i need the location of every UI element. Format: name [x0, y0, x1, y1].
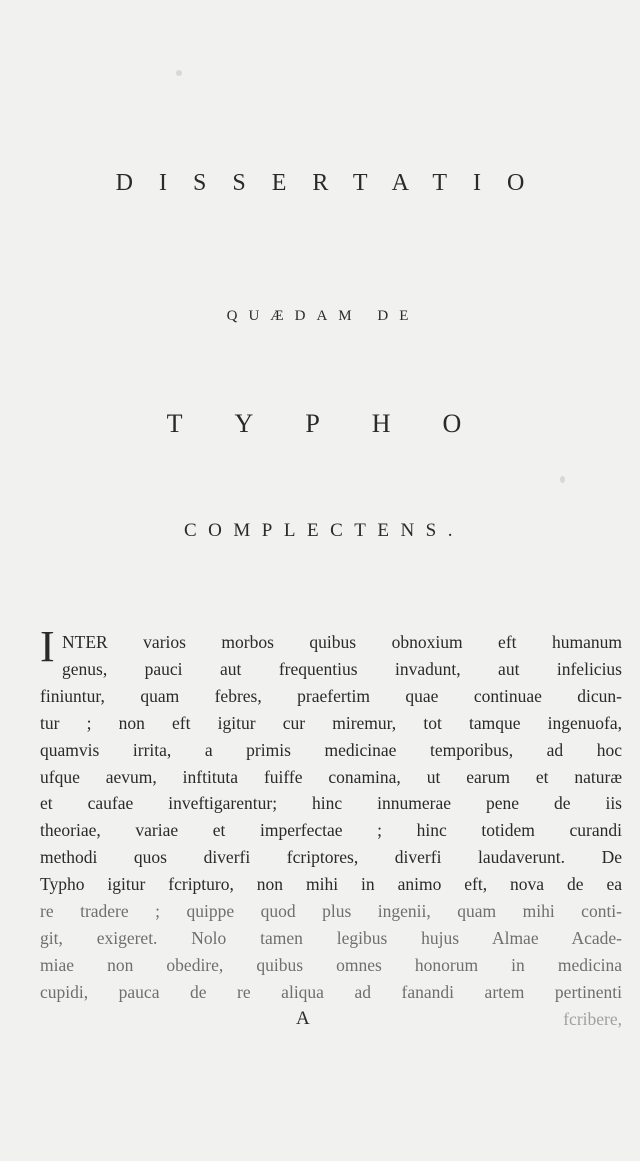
body-paragraph	[40, 622, 622, 1033]
text-line: methodi quos diverfi fcriptores, diverfi laudaverunt. De	[40, 847, 622, 868]
page-footer	[40, 1006, 622, 1033]
text-line: et caufae inveftigarentur; hinc innumerae pene de iis	[40, 793, 622, 814]
dissertation-title: DISSERTATIO	[115, 170, 551, 196]
text-line: git, exigeret. Nolo tamen legibus hujus Almae Acade-	[40, 927, 622, 948]
text-line: genus, pauci aut frequentius invadunt, aut infelicius	[62, 658, 622, 679]
text-line: NTER varios morbos quibus obnoxium eft humanum	[62, 632, 622, 652]
text-line: ufque aevum, inftituta fuiffe conamina, ut earum et naturæ	[40, 766, 622, 787]
text-line: miae non obedire, quibus omnes honorum in medicina	[40, 954, 622, 975]
paper-stain	[560, 476, 565, 483]
text-line: Typho igitur fcripturo, non mihi in animo eft, nova de ea	[40, 874, 622, 895]
text-line: cupidi, pauca de re aliqua ad fanandi artem pertinenti	[40, 981, 622, 1002]
catchword: fcribere,	[563, 1008, 622, 1029]
paper-stain	[176, 70, 182, 76]
dissertation-subtitle: QUÆDAM DE	[226, 308, 420, 324]
dissertation-topic: TYPHO	[166, 409, 514, 438]
text-line: finiuntur, quam febres, praefertim quae continuae dicun-	[40, 685, 622, 706]
drop-capital: I	[40, 622, 55, 671]
text-line: tur ; non eft igitur cur miremur, tot tamque ingenuofa,	[40, 712, 622, 733]
text-line: theoriae, variae et imperfectae ; hinc totidem curandi	[40, 820, 622, 841]
signature-mark: A	[296, 1007, 310, 1029]
dissertation-verb: COMPLECTENS.	[184, 520, 464, 541]
text-line: quamvis irrita, a primis medicinae temporibus, ad hoc	[40, 739, 622, 760]
text-line: re tradere ; quippe quod plus ingenii, quam mihi conti-	[40, 901, 622, 922]
